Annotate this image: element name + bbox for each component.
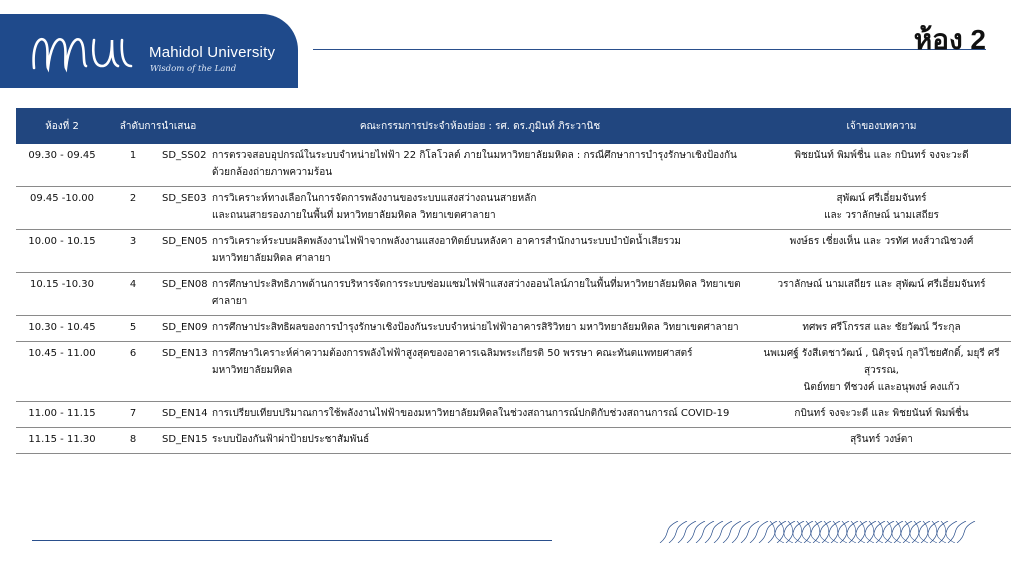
author-cell <box>752 230 1011 273</box>
university-tagline: Wisdom of the Land <box>150 64 237 74</box>
time-cell: 10.30 - 10.45 <box>16 316 108 342</box>
title-line: การศึกษาประสิทธิผลของการบำรุงรักษาเชิงป้องกันระบบจำหน่ายไฟฟ้าอาคารสิริวิทยา มหาวิทยาลัยมหิดล วิทยาเขตศาลายา <box>212 322 739 333</box>
author-line: กบินทร์ จงจะวะดี และ พิชยนันท์ พิมพ์ชื่น <box>794 408 969 419</box>
author-cell <box>752 316 1011 342</box>
time-cell: 09.45 -10.00 <box>16 187 108 230</box>
author-cell <box>752 402 1011 428</box>
title-cell <box>208 428 752 454</box>
order-cell: 3 <box>108 230 158 273</box>
title-line: และถนนสายรองภายในพื้นที่ มหาวิทยาลัยมหิดล วิทยาเขตศาลายา <box>212 210 496 221</box>
code-cell: SD_SS02 <box>158 144 208 187</box>
schedule-table <box>16 108 1011 454</box>
author-cell <box>752 273 1011 316</box>
author-cell <box>752 144 1011 187</box>
author-line: พิชยนันท์ พิมพ์ชื่น และ กบินทร์ จงจะวะดี <box>794 150 969 161</box>
code-cell: SD_EN15 <box>158 428 208 454</box>
author-cell <box>752 428 1011 454</box>
time-cell: 09.30 - 09.45 <box>16 144 108 187</box>
author-line: นพเมศฐ์ รังสีเตชาวัฒน์ , นิติรุจน์ กุลวิไชยศักดิ์, มยุรี ศรีสุวรรณ, <box>763 348 1000 376</box>
title-cell <box>208 230 752 273</box>
schedule-body <box>16 144 1011 454</box>
table-row <box>16 144 1011 187</box>
time-cell: 10.00 - 10.15 <box>16 230 108 273</box>
title-line: การศึกษาวิเคราะห์ค่าความต้องการพลังไฟฟ้าสูงสุดของอาคารเฉลิมพระเกียรติ 50 พรรษา คณะทันตแพทยศาสตร์ <box>212 348 693 359</box>
order-cell: 5 <box>108 316 158 342</box>
time-cell: 11.00 - 11.15 <box>16 402 108 428</box>
university-name: Mahidol University <box>149 44 276 61</box>
order-cell: 4 <box>108 273 158 316</box>
order-cell: 2 <box>108 187 158 230</box>
column-header-room: ห้องที่ 2 <box>16 108 108 144</box>
footer-divider <box>32 540 552 541</box>
table-row <box>16 342 1011 402</box>
time-cell: 10.15 -10.30 <box>16 273 108 316</box>
table-row <box>16 273 1011 316</box>
title-line: ระบบป้องกันฟ้าผ่าป้ายประชาสัมพันธ์ <box>212 434 370 445</box>
time-cell: 11.15 - 11.30 <box>16 428 108 454</box>
order-cell: 1 <box>108 144 158 187</box>
footer-wave-pattern <box>540 521 992 543</box>
header-divider <box>313 49 986 50</box>
order-cell: 6 <box>108 342 158 402</box>
author-line: สุพัฒน์ ศรีเอี่ยมจันทร์ <box>836 193 927 204</box>
code-cell: SD_EN05 <box>158 230 208 273</box>
column-header-committee: คณะกรรมการประจำห้องย่อย : รศ. ดร.ภูมินท์ ภิระวานิช <box>208 108 752 144</box>
mahidol-logo-icon <box>28 28 138 76</box>
title-cell <box>208 402 752 428</box>
title-cell <box>208 342 752 402</box>
author-line: ทศพร ศรีโกรรส และ ชัยวัฒน์ วีระกุล <box>802 322 961 333</box>
title-line: การตรวจสอบอุปกรณ์ในระบบจำหน่ายไฟฟ้า 22 กิโลโวลต์ ภายในมหาวิทยาลัยมหิดล : กรณีศึกษาการบำรุงรักษาเชิงป้องกัน <box>212 150 737 161</box>
title-line: การวิเคราะห์ทางเลือกในการจัดการพลังงานของระบบแสงสว่างถนนสายหลัก <box>212 193 537 204</box>
title-cell <box>208 273 752 316</box>
title-line: มหาวิทยาลัยมหิดล ศาลายา <box>212 253 331 264</box>
code-cell: SD_EN14 <box>158 402 208 428</box>
table-row <box>16 316 1011 342</box>
order-cell: 7 <box>108 402 158 428</box>
author-line: และ วราลักษณ์ นามเสถียร <box>824 210 939 221</box>
table-header-row <box>16 108 1011 144</box>
code-cell: SD_EN13 <box>158 342 208 402</box>
table-row <box>16 230 1011 273</box>
university-logo-banner <box>0 14 298 88</box>
title-line: ด้วยกล้องถ่ายภาพความร้อน <box>212 167 333 178</box>
time-cell: 10.45 - 11.00 <box>16 342 108 402</box>
title-line: มหาวิทยาลัยมหิดล <box>212 365 293 376</box>
title-cell <box>208 316 752 342</box>
author-line: สุรินทร์ วงษ์ตา <box>850 434 913 445</box>
column-header-order: ลำดับการนำเสนอ <box>108 108 208 144</box>
title-line: การศึกษาประสิทธิภาพด้านการบริหารจัดการระบบซ่อมแซมไฟฟ้าแสงสว่างออนไลน์ภายในพื้นที่มหาวิทยาลัยมหิดล วิทยาเขต <box>212 279 741 290</box>
code-cell: SD_EN08 <box>158 273 208 316</box>
author-cell <box>752 342 1011 402</box>
author-line: วราลักษณ์ นามเสถียร และ สุพัฒน์ ศรีเอี่ยมจันทร์ <box>777 279 986 290</box>
title-cell <box>208 144 752 187</box>
author-line: นิตย์ทยา ทีชวงค์ และอนุพงษ์ คงแก้ว <box>803 382 960 393</box>
title-line: การวิเคราะห์ระบบผลิตพลังงานไฟฟ้าจากพลังงานแสงอาทิตย์บนหลังคา อาคารสำนักงานระบบบำบัดน้ำเสียรวม <box>212 236 681 247</box>
author-cell <box>752 187 1011 230</box>
title-line: ศาลายา <box>212 296 248 307</box>
table-row <box>16 428 1011 454</box>
table-row <box>16 402 1011 428</box>
order-cell: 8 <box>108 428 158 454</box>
column-header-author: เจ้าของบทความ <box>752 108 1011 144</box>
author-line: พงษ์ธร เชี่ยงเห็น และ วรทัศ หงส์วาณิชวงศ์ <box>789 236 974 247</box>
title-cell <box>208 187 752 230</box>
title-line: การเปรียบเทียบปริมาณการใช้พลังงานไฟฟ้าของมหาวิทยาลัยมหิดลในช่วงสถานการณ์ปกติกับช่วงสถานการณ์ COVID-19 <box>212 408 730 419</box>
code-cell: SD_SE03 <box>158 187 208 230</box>
page-title: ห้อง 2 <box>913 24 986 55</box>
table-row <box>16 187 1011 230</box>
code-cell: SD_EN09 <box>158 316 208 342</box>
